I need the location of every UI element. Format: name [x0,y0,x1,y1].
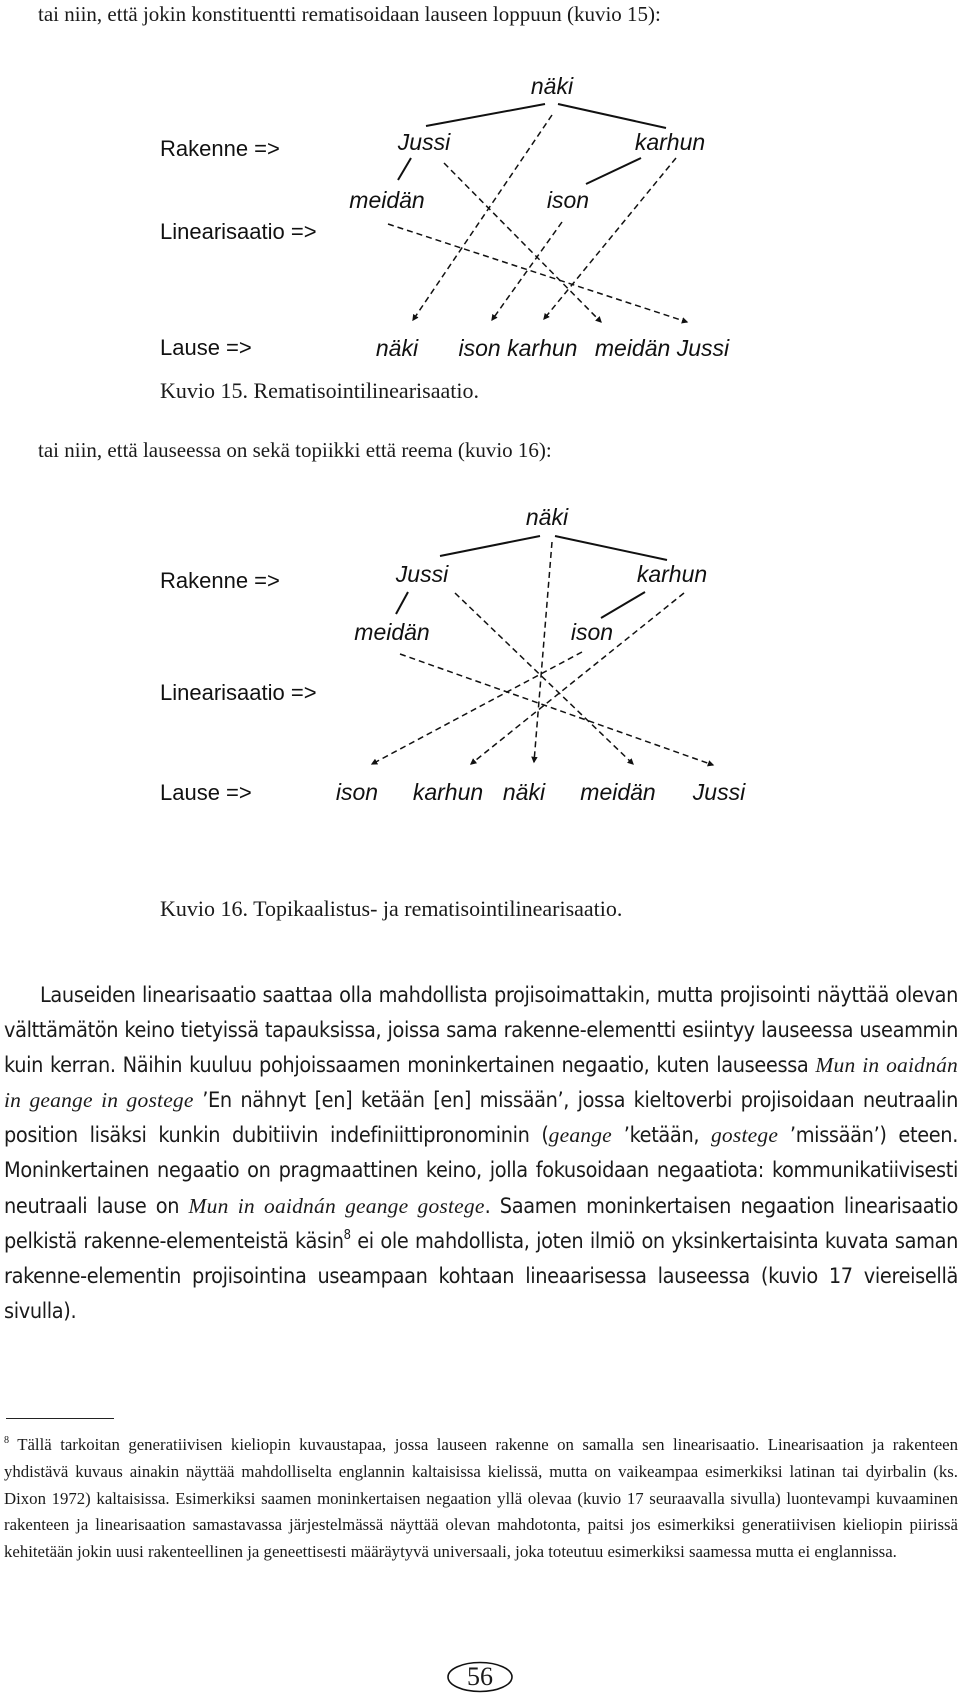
example-sentence: Mun in oaidnán geange gostege [188,1193,485,1218]
label-lause: Lause => [160,780,252,805]
footnote [4,1432,958,1566]
text-run: . Saamen moninkertaisen negaation linearisaatio pelkistä rakenne-elementeistä käsin [4,1193,959,1254]
text-run: ’missään’) eteen. Moninkertainen negaatio on pragmaattinen keino, jolla fokusoidaan negaatiota: kommunikatiivisesti neutraali lause on [4,1123,959,1219]
sentence-meidan-jussi: meidän Jussi [594,335,730,361]
sentence-naki: näki [502,779,546,805]
page-number-text: 56 [467,1662,493,1691]
example-word: geange [548,1123,612,1148]
text-run: Lauseiden linearisaatio saattaa olla mahdollista projisoimattakin, mutta projisointi näyttää olevan välttämätön keino tietyissä tapauksissa, joissa sama rakenne-elementti esiintyy lauseessa useammin kuin kerran. Näihin kuuluu pohjoissaamen moninkertainen negaatio, kuten lauseessa [4,983,958,1079]
intro-line-fig16: tai niin, että lauseessa on sekä topiikki että reema (kuvio 16): [38,438,552,462]
sentence-naki: näki [375,335,419,361]
tree-meidan: meidän [349,187,425,213]
footnote-number: 8 [4,1434,10,1446]
tree-ison: ison [546,187,590,213]
tree-jussi: Jussi [395,561,449,587]
body-paragraph [4,978,958,1329]
example-sentence: Mun in oaidnán in geange in gostege [4,1053,958,1113]
footnote-rule [6,1418,114,1419]
footnote-reference[interactable]: 8 [343,1227,351,1243]
label-rakenne: Rakenne => [160,568,280,593]
label-linearisaatio: Linearisaatio => [160,219,317,244]
caption-fig15: Kuvio 15. Rematisointilinearisaatio. [160,378,479,403]
tree-jussi: Jussi [397,129,451,155]
figure-16 [0,470,960,870]
label-linearisaatio: Linearisaatio => [160,680,317,705]
label-rakenne: Rakenne => [160,136,280,161]
sentence-karhun: karhun [412,779,484,805]
sentence-ison: ison [335,779,379,805]
sentence-ison-karhun: ison karhun [458,335,578,361]
text-run: ’ketään, [611,1123,711,1149]
text-run: ’En nähnyt [en] ketään [en] missään’, jossa kieltoverbi projisoidaan neutraalin position lisäksi kunkin dubitiivin indefiniittipronominin ( [4,1088,958,1149]
tree-ison: ison [570,619,614,645]
sentence-jussi: Jussi [692,779,746,805]
tree-karhun: karhun [634,129,706,155]
tree-meidan: meidän [354,619,430,645]
caption-fig16: Kuvio 16. Topikaalistus- ja rematisointilinearisaatio. [160,896,623,921]
sentence-meidan: meidän [580,779,656,805]
label-lause: Lause => [160,335,252,360]
tree-root: näki [530,73,574,99]
tree-karhun: karhun [636,561,708,587]
footnote-text: Tällä tarkoitan generatiivisen kieliopin kuvaustapaa, jossa lauseen rakenne on samalla sen linearisaatio. Linearisaation ja rakenteen yhdistävä kuvaus ainakin näyttää mahdolliselta englannin kaltaisissa kielissä, mutta on vaikeampaa esimerkiksi latinan tai dyirbalin (ks. Dixon 1972) kaltaisissa. Esimerkiksi saamen moninkertaisen negaation yllä olevaa (kuvio 17 seuraavalla sivulla) luontevampi kuvaaminen rakenteen ja linearisaation samastavassa järjestelmässä näyttää olevan mahdotonta, paitsi jos esimerkiksi generatiivisen kieliopin piirissä kehitetään jokin uusi rakenteellinen ja geneettisesti määräytyvä universaali, joka toteutuu esimerkiksi saamessa mutta ei englannissa. [4,1435,958,1562]
tree-root: näki [525,504,569,530]
example-word: gostege [710,1123,779,1148]
text-run: ei ole mahdollista, joten ilmiö on yksinkertaisinta kuvata saman rakenne-elementin projisointina useampaan kohtaan lineaarisessa lauseessa (kuvio 17 viereisellä sivulla). [4,1228,959,1324]
figure-15 [0,0,960,430]
page-number [445,1660,515,1694]
intro-line-fig15: tai niin, että jokin konstituentti rematisoidaan lauseen loppuun (kuvio 15): [38,2,661,26]
